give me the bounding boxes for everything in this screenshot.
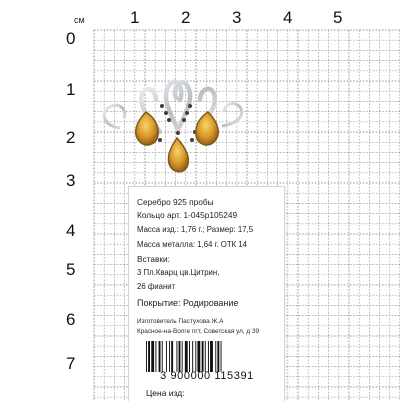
- tag-maker-1: Изготовитель Пастухова Ж.А: [137, 318, 224, 325]
- small-stone: [185, 111, 189, 115]
- small-stone: [176, 131, 180, 135]
- small-stone: [190, 138, 194, 142]
- barcode-bar: [148, 341, 150, 372]
- citrine-center: [168, 138, 188, 172]
- y-number: 3: [66, 171, 76, 190]
- barcode-bar: [205, 341, 206, 372]
- barcode: [146, 341, 268, 372]
- small-stone: [160, 104, 164, 108]
- small-stone: [167, 118, 171, 122]
- citrine-left: [136, 112, 158, 145]
- barcode-bar: [221, 341, 222, 372]
- barcode-bar: [166, 341, 167, 372]
- y-number: 1: [66, 80, 76, 99]
- barcode-bar: [192, 341, 193, 372]
- y-number: 6: [66, 310, 76, 329]
- barcode-bar: [195, 341, 196, 372]
- tag-metal-weight: Масса металла: 1,64 г. ОТК 14: [137, 240, 248, 249]
- barcode-bar: [210, 341, 213, 372]
- y-number: 5: [66, 260, 76, 279]
- barcode-bar: [151, 341, 154, 372]
- tag-maker-2: Красное-на-Волге пгт, Советская ул, д 39: [137, 328, 260, 335]
- barcode-bar: [179, 341, 181, 372]
- barcode-bar: [171, 341, 173, 372]
- unit-label: см: [74, 15, 85, 25]
- barcode-bar: [146, 341, 147, 372]
- small-stone: [158, 138, 162, 142]
- x-number: 2: [181, 8, 191, 27]
- barcode-bar: [155, 341, 156, 372]
- barcode-bar: [182, 341, 183, 372]
- small-stone: [164, 111, 168, 115]
- barcode-bar: [162, 341, 163, 372]
- x-number: 3: [232, 8, 242, 27]
- x-number: 0: [66, 29, 76, 48]
- tag-metal: Серебро 925 пробы: [137, 197, 214, 207]
- barcode-bar: [202, 341, 204, 372]
- citrine-right: [196, 112, 218, 145]
- tag-coating: Покрытие: Родирование: [137, 298, 239, 308]
- barcode-number: 3 900000 115391: [160, 370, 254, 382]
- barcode-bar: [159, 341, 161, 372]
- x-number: 4: [283, 8, 293, 27]
- tag-inserts-2: 26 фианит: [137, 282, 176, 291]
- barcode-bar: [185, 341, 188, 372]
- tag-weight-size: Масса изд.: 1,76 г.; Размер: 17,5: [137, 225, 254, 234]
- barcode-bar: [176, 341, 177, 372]
- barcode-bar: [215, 341, 216, 372]
- barcode-bar: [197, 341, 200, 372]
- y-number: 2: [66, 128, 76, 147]
- small-stone: [188, 104, 192, 108]
- y-number: 4: [66, 221, 76, 240]
- tag-article: Кольцо арт. 1-045р105249: [137, 210, 238, 220]
- barcode-bar: [217, 341, 219, 372]
- ring-band-right: [222, 103, 242, 126]
- barcode-bar: [208, 341, 209, 372]
- x-number: 1: [130, 8, 140, 27]
- barcode-bar: [169, 341, 170, 372]
- y-number: 7: [66, 354, 76, 373]
- price-label: Цена изд:: [146, 388, 185, 398]
- ring-band: [104, 105, 125, 128]
- barcode-bar: [189, 341, 190, 372]
- tag-inserts-title: Вставки:: [137, 254, 170, 264]
- tag-inserts-1: 3 Пл.Кварц цв.Цитрин,: [137, 268, 220, 277]
- x-number: 5: [333, 8, 343, 27]
- small-stone: [182, 118, 186, 122]
